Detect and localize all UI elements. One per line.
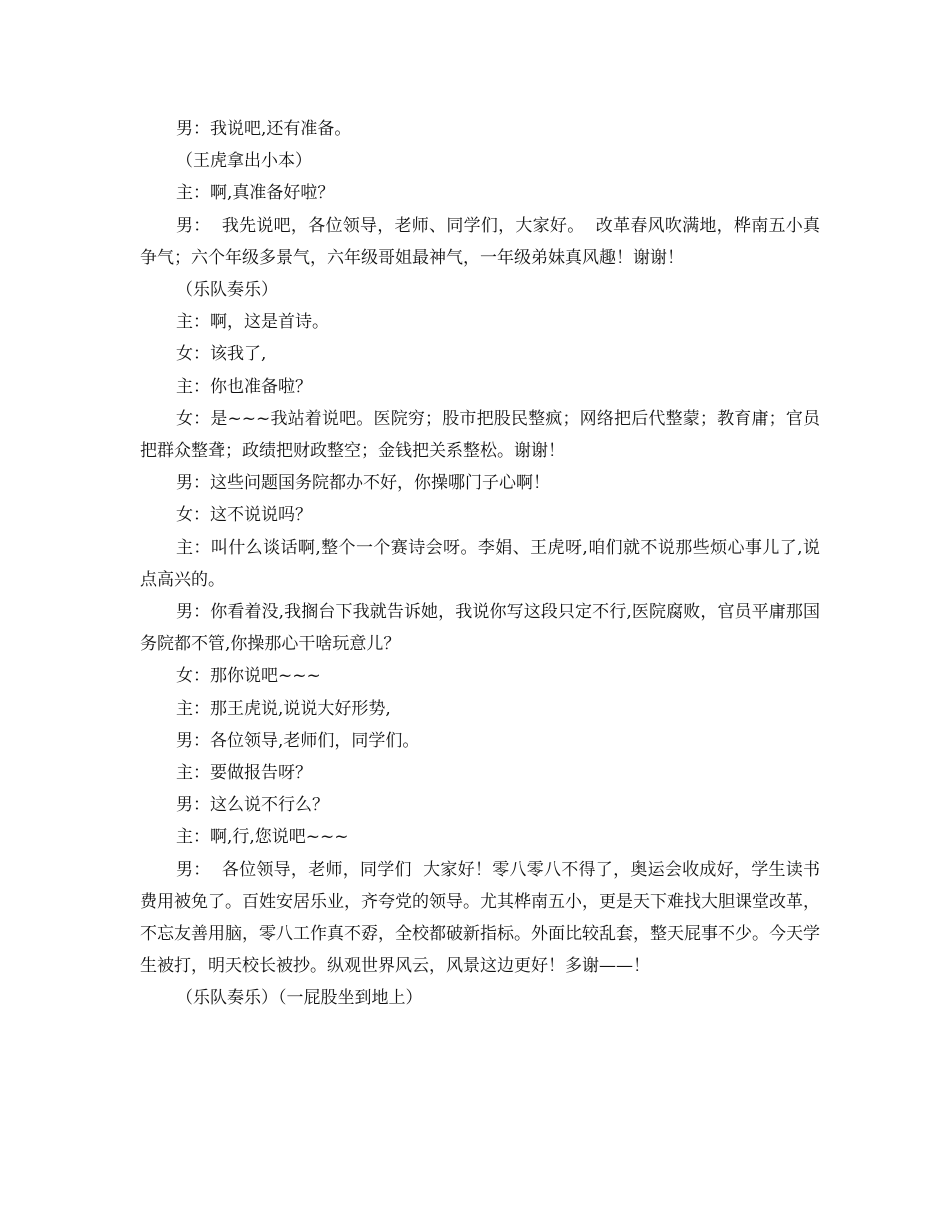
paragraph: 男：这么说不行么？: [176, 795, 329, 816]
paragraph: 男：你看着没,我搁台下我就告诉她，我说你写这段只定不行,医院腐败，官员平庸那国务院都不管,你操那心干啥玩意儿？: [140, 602, 820, 655]
paragraph: 女：那你说吧~~~: [176, 666, 321, 687]
paragraph: 主：你也准备啦？: [176, 376, 312, 397]
paragraph: 男：我说吧,还有准备。: [176, 119, 352, 139]
paragraph: 男： 各位领导，老师，同学们 大家好！零八零八不得了，奥运会收成好，学生读书费用被免了。百姓安居乐业，齐夸党的领导。尤其桦南五小，更是天下难找大胆课堂改革，不忘友善用脑，零八工作真不孬，全校都破新指标。外面比较乱套，整天屁事不少。今天学生被打，明天校长被抄。纵观世界风云，风景这边更好！多谢——！: [140, 859, 820, 977]
paragraph: 男： 我先说吧，各位领导，老师、同学们，大家好。 改革春风吹满地，桦南五小真争气；六个年级多景气，六年级哥姐最神气，一年级弟妹真风趣！谢谢！: [140, 215, 820, 268]
paragraph: 主：啊，这是首诗。: [176, 312, 329, 333]
paragraph: 主：啊,真准备好啦？: [176, 183, 335, 204]
paragraph: 男：各位领导,老师们，同学们。: [176, 730, 420, 751]
paragraph: 主：要做报告呀？: [176, 763, 312, 784]
paragraph: 女：这不说说吗？: [176, 505, 312, 526]
paragraph: （王虎拿出小本）: [176, 151, 312, 172]
paragraph: 主：啊,行,您说吧~~~: [176, 827, 349, 848]
paragraph: 女：是~~~我站着说吧。医院穷；股市把股民整疯；网络把后代整蒙；教育庸；官员把群众整聋；政绩把财政整空；金钱把关系整松。谢谢！: [140, 408, 820, 462]
document-body: [140, 113, 820, 1015]
paragraph: 男：这些问题国务院都办不好，你操哪门子心啊！: [176, 473, 550, 494]
paragraph: （乐队奏乐）（一屁股坐到地上）: [176, 988, 423, 1009]
paragraph: 主：叫什么谈话啊,整个一个赛诗会呀。李娟、王虎呀,咱们就不说那些烦心事儿了,说点高兴的。: [140, 537, 820, 590]
paragraph: （乐队奏乐）: [176, 280, 278, 301]
paragraph: 女：该我了,: [176, 344, 267, 365]
paragraph: 主：那王虎说,说说大好形势,: [176, 698, 391, 719]
